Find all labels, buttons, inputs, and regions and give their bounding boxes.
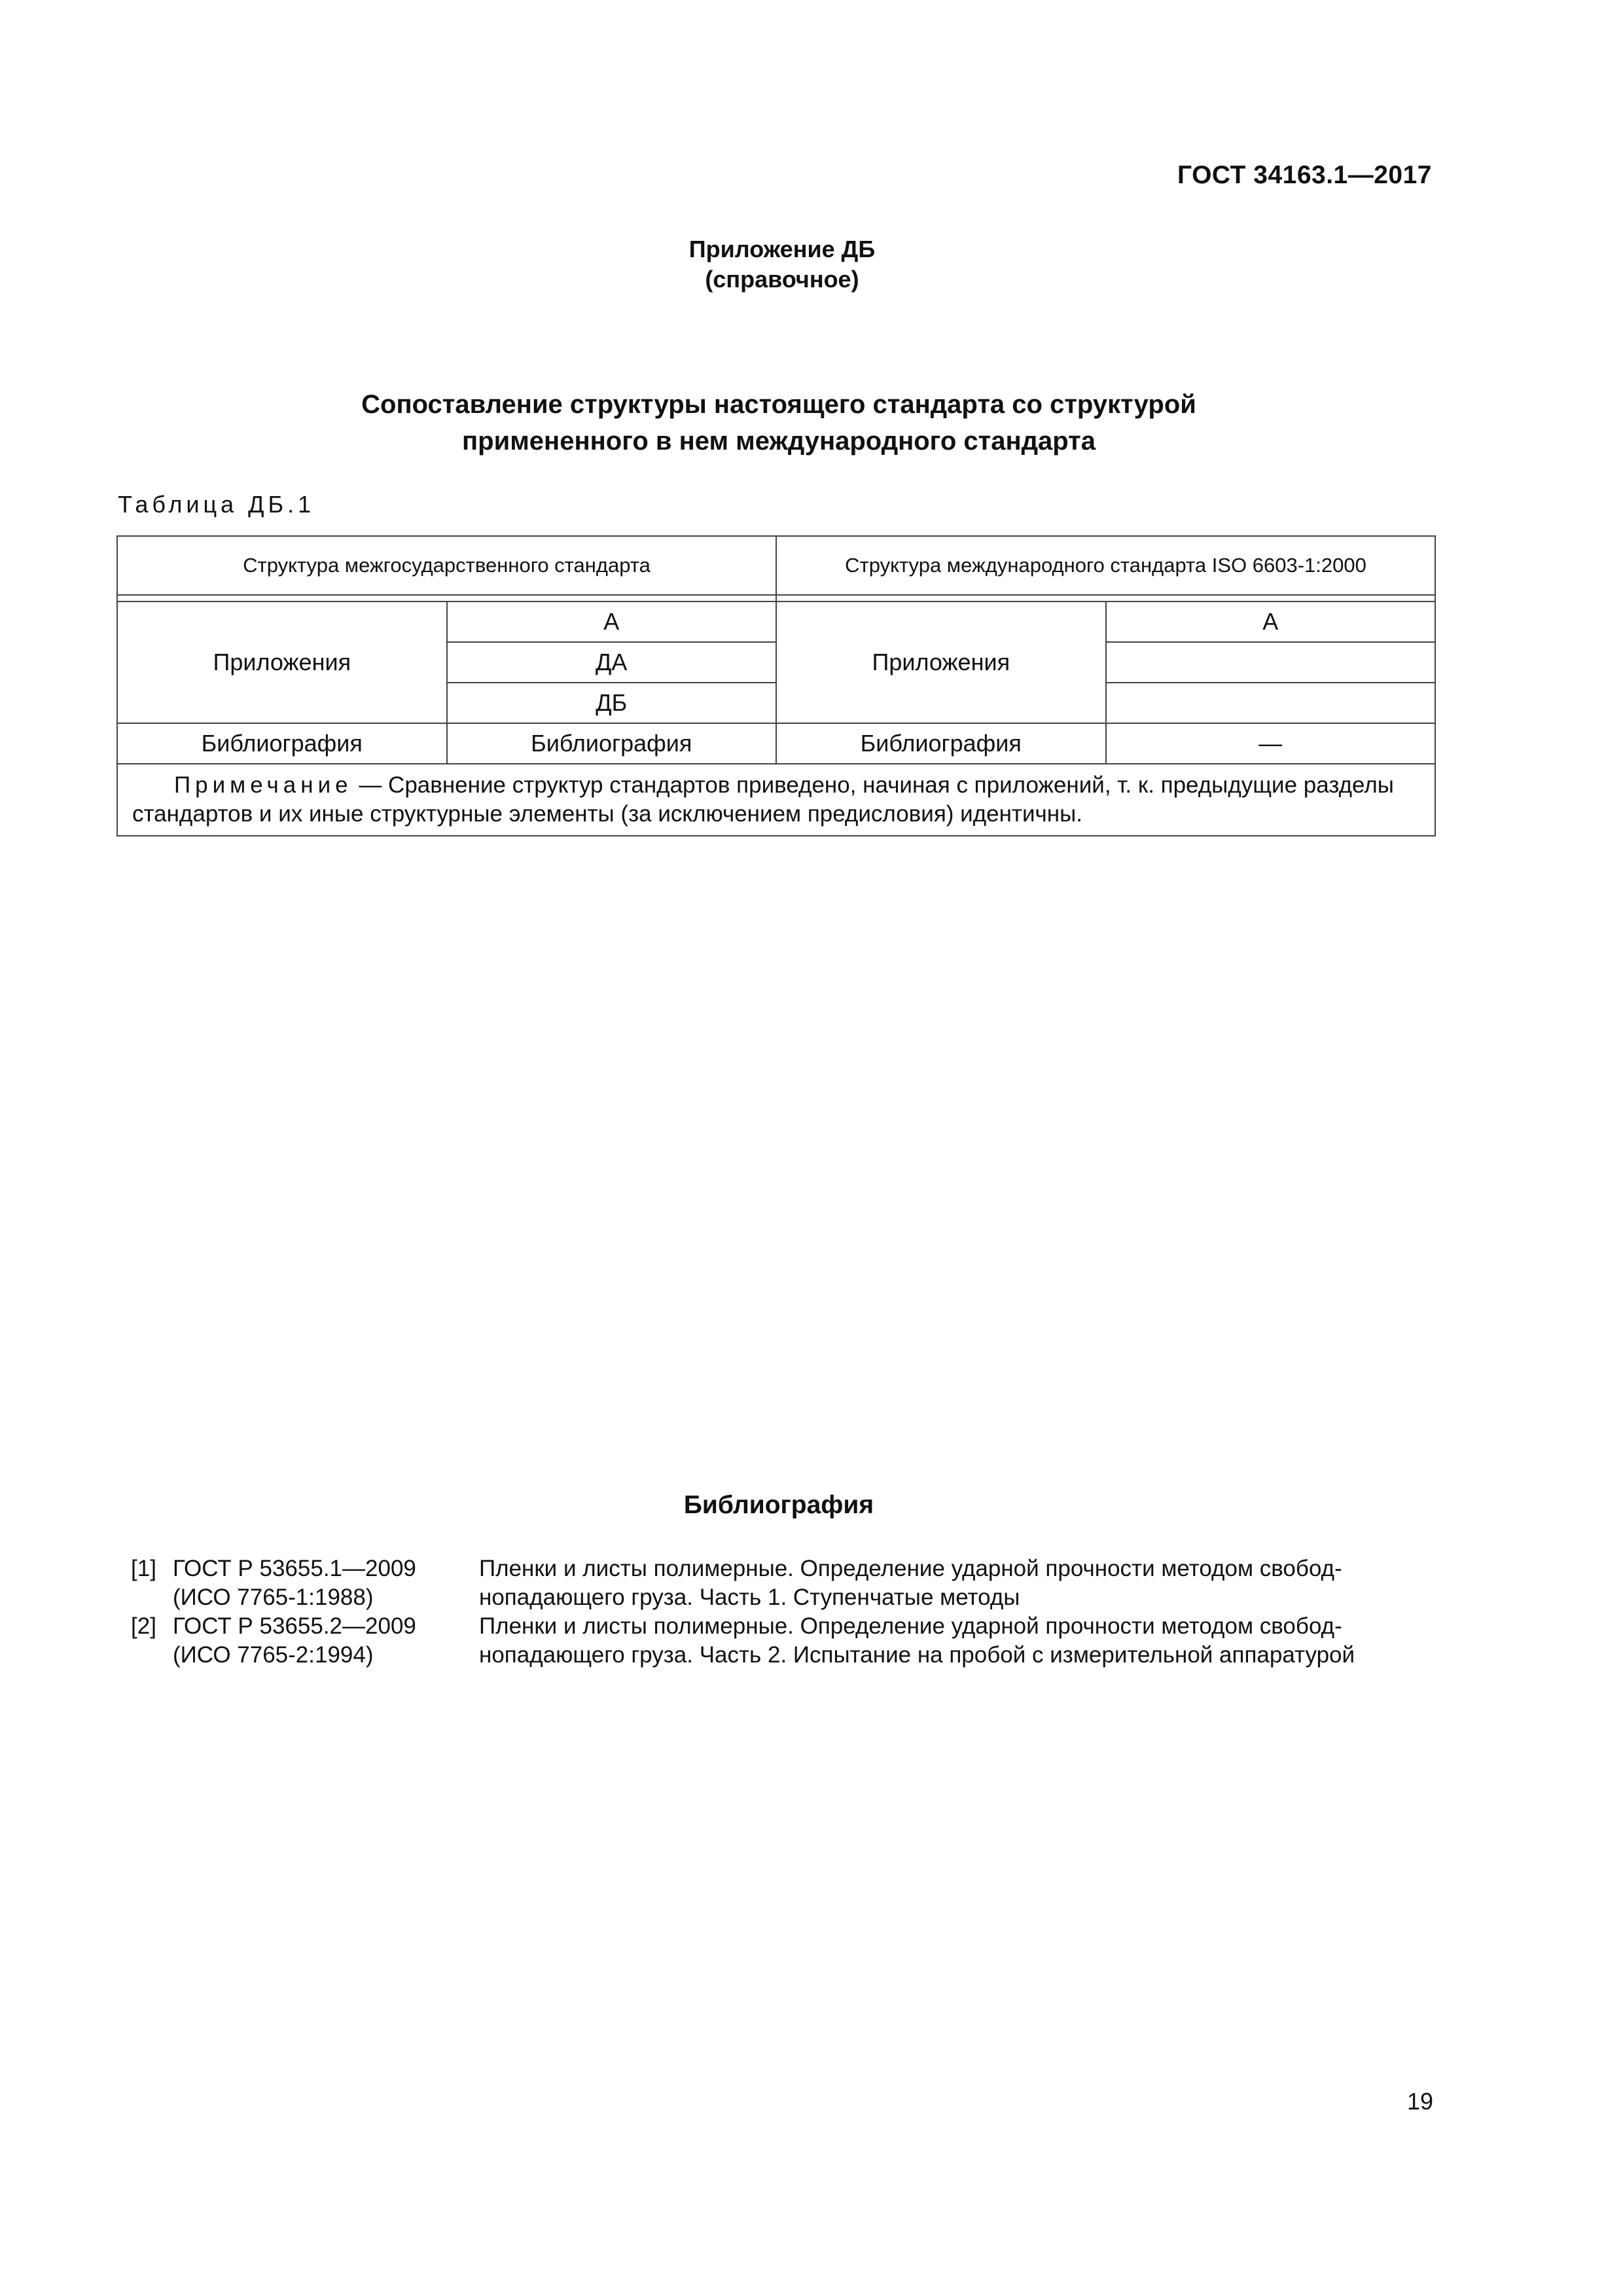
- structure-table: [116, 535, 1436, 836]
- bibliography-row: [117, 723, 1435, 764]
- right-annex-cell: [1106, 642, 1436, 683]
- bibliography-cell: —: [1106, 723, 1436, 764]
- bibliography-cell: Библиография: [447, 723, 777, 764]
- note-text: — Сравнение структур стандартов приведено, начиная с приложений, т. к. предыдущие разделы стандартов и их иные структурные элементы (за исключением предисловия) идентичны.: [132, 772, 1394, 827]
- note-row: [117, 764, 1435, 836]
- page-number: 19: [1406, 2088, 1433, 2115]
- list-item: [131, 1554, 1440, 1612]
- table-caption: Таблица ДБ.1: [118, 491, 315, 518]
- bibliography-cell: Библиография: [117, 723, 447, 764]
- right-annex-cell: [1106, 683, 1436, 723]
- left-annex-cell: ДБ: [447, 683, 777, 723]
- table-note: [117, 764, 1435, 836]
- title-line-2: примененного в нем международного стандарта: [462, 427, 1096, 456]
- right-annex-cell: А: [1106, 601, 1436, 642]
- structure-table-container: [116, 535, 1436, 836]
- bib-number: [1]: [131, 1556, 156, 1581]
- bibliography-list: [131, 1554, 1440, 1670]
- bib-description: Пленки и листы полимерные. Определение ударной прочности методом свобод- нопадающего груза. Часть 1. Ступенчатые методы: [479, 1556, 1342, 1610]
- bib-reference: ГОСТ Р 53655.2—2009 (ИСО 7765-2:1994): [173, 1613, 416, 1668]
- bibliography-cell: Библиография: [776, 723, 1106, 764]
- annex-heading: [0, 234, 1564, 295]
- title-line-1: Сопоставление структуры настоящего стандарта со структурой: [361, 390, 1196, 419]
- bib-number: [2]: [131, 1613, 156, 1639]
- standard-number: ГОСТ 34163.1—2017: [1177, 161, 1432, 189]
- list-item: [131, 1612, 1440, 1670]
- header-international: Структура международного стандарта ISO 6603-1:2000: [776, 536, 1435, 595]
- table-gap-row: [117, 595, 1435, 601]
- annex-title: Приложение ДБ: [688, 236, 876, 262]
- table-header-row: [117, 536, 1435, 595]
- bibliography-title: Библиография: [683, 1491, 874, 1519]
- note-lead: Примечание: [174, 772, 353, 798]
- document-title: [0, 386, 1558, 459]
- header-interstate: Структура межгосударственного стандарта: [117, 536, 776, 595]
- annex-type: (справочное): [705, 266, 859, 293]
- left-annex-cell: А: [447, 601, 777, 642]
- bib-description: Пленки и листы полимерные. Определение ударной прочности методом свобод- нопадающего груза. Часть 2. Испытание на пробой с измерительной аппаратурой: [479, 1613, 1355, 1668]
- annex-label-left: Приложения: [117, 601, 447, 723]
- annex-label-right: Приложения: [776, 601, 1106, 723]
- bib-reference: ГОСТ Р 53655.1—2009 (ИСО 7765-1:1988): [173, 1556, 416, 1610]
- table-row: [117, 601, 1435, 642]
- left-annex-cell: ДА: [447, 642, 777, 683]
